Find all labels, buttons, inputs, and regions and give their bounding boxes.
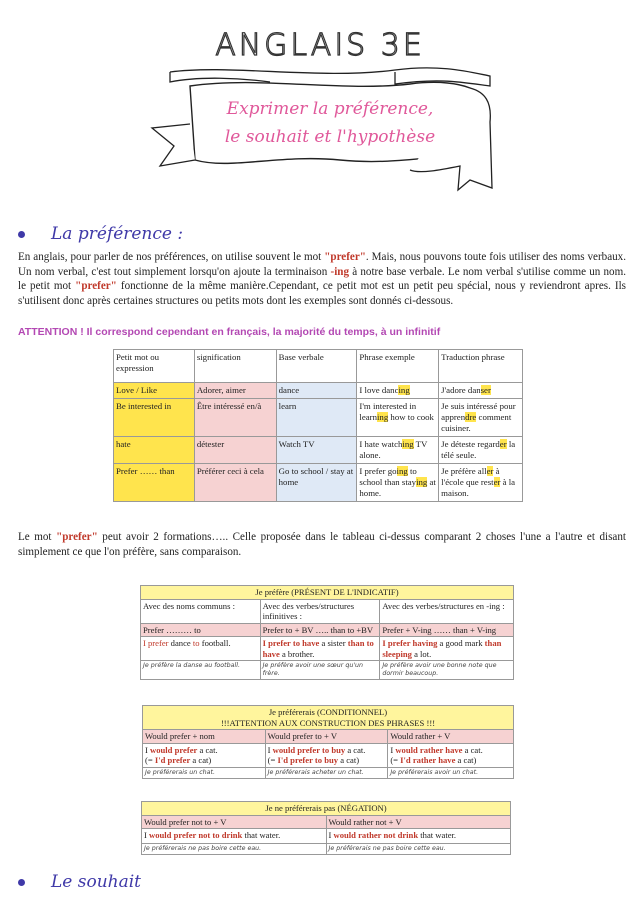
example-cell: I would rather have a cat. (= I'd rather have a cat)	[388, 743, 514, 767]
attention-note: ATTENTION ! Il correspond cependant en français, la majorité du temps, à un infinitif	[18, 326, 441, 338]
example-cell: I would prefer to buy a cat. (= I'd prefer to buy a cat)	[265, 743, 388, 767]
preference-table	[113, 349, 523, 502]
cell-example: I'm interested in learning how to cook	[357, 399, 439, 437]
table-title: Je préférerais (CONDITIONNEL) !!!ATTENTION AUX CONSTRUCTION DES PHRASES !!!	[143, 706, 514, 730]
table-header-row	[142, 802, 511, 816]
formations-paragraph: Le mot "prefer" peut avoir 2 formations….. Celle proposée dans le tableau ci-dessus comparant 2 choses l'une a l'autre et disant simplement ce que l'on préfère, sans comparaison.	[18, 531, 626, 558]
table-row	[114, 383, 523, 399]
translation-cell: Je préfère la danse au football.	[141, 661, 261, 680]
column-label: Avec des noms communs :	[141, 599, 261, 623]
table-row	[142, 844, 511, 855]
form-cell: Would prefer to + V	[265, 730, 388, 744]
cell-base: Watch TV	[276, 437, 357, 464]
title-ribbon	[140, 62, 495, 194]
table-row	[143, 730, 514, 744]
table-row	[142, 815, 511, 829]
header-cell: Traduction phrase	[439, 350, 523, 383]
cell-meaning: Préférer ceci à cela	[194, 464, 276, 502]
table-row	[141, 661, 514, 680]
table-row	[142, 829, 511, 844]
section-heading-preference: La préférence :	[18, 224, 183, 244]
translation-cell: Je préférerais avoir un chat.	[388, 767, 514, 778]
conditional-table	[142, 705, 514, 779]
form-cell: Prefer to + BV ….. than to +BV	[260, 623, 380, 637]
form-cell: Would prefer + nom	[143, 730, 266, 744]
cell-base: Go to school / stay at home	[276, 464, 357, 502]
table-row	[143, 767, 514, 778]
table-title: Je préfère (PRÉSENT DE L'INDICATIF)	[141, 586, 514, 600]
translation-cell: Je préférerais acheter un chat.	[265, 767, 388, 778]
cell-meaning: détester	[194, 437, 276, 464]
cell-translation: Je déteste regarder la télé seule.	[439, 437, 523, 464]
header-cell: Base verbale	[276, 350, 357, 383]
section-heading-souhait: Le souhait	[18, 872, 141, 892]
translation-cell: Je préférerais un chat.	[143, 767, 266, 778]
table-row	[141, 623, 514, 637]
cell-expression: Prefer …… than	[114, 464, 195, 502]
table-row	[141, 599, 514, 623]
cell-base: learn	[276, 399, 357, 437]
negation-table	[141, 801, 511, 855]
cell-example: I hate watching TV alone.	[357, 437, 439, 464]
cell-expression: hate	[114, 437, 195, 464]
table-title: Je ne préférerais pas (NÉGATION)	[142, 802, 511, 816]
form-cell: Would prefer not to + V	[142, 815, 327, 829]
cell-example: I prefer going to school than staying at home.	[357, 464, 439, 502]
intro-paragraph: En anglais, pour parler de nos préférences, on utilise souvent le mot "prefer". Mais, nous pouvons toute fois utiliser des noms verbaux. Un nom verbal, c'est tout simplement lorsqu'on ajoute la terminaison -ing à notre base verbale. Le nom verbal s'utilise comme un nom. le petit mot "prefer" fonctionne de la même manière.Cependant, ce petit mot est un petit peu spécial, nous y reviendront apres. Ils s'utilisent donc après certaines structures ou petits mots dont les exemples sont donnés ci-dessous.	[18, 251, 627, 307]
ribbon-line-1: Exprimer la préférence,	[226, 99, 434, 119]
cell-base: dance	[276, 383, 357, 399]
header-cell: Petit mot ou expression	[114, 350, 195, 383]
translation-cell: Je préfère avoir une bonne note que dormir beaucoup.	[380, 661, 514, 680]
translation-cell: Je préfère avoir une sœur qu'un frère.	[260, 661, 380, 680]
cell-expression: Be interested in	[114, 399, 195, 437]
cell-translation: Je suis intéressé pour apprendre comment cuisiner.	[439, 399, 523, 437]
table-row	[143, 743, 514, 767]
example-cell: I would rather not drink that water.	[326, 829, 511, 844]
form-cell: Prefer ……… to	[141, 623, 261, 637]
header-cell: signification	[194, 350, 276, 383]
cell-example: I love dancing	[357, 383, 439, 399]
translation-cell: Je préférerais ne pas boire cette eau.	[326, 844, 511, 855]
table-header-row	[114, 350, 523, 383]
table-row	[141, 637, 514, 661]
column-label: Avec des verbes/structures en -ing :	[380, 599, 514, 623]
form-cell: Would rather + V	[388, 730, 514, 744]
translation-cell: Je préférerais ne pas boire cette eau.	[142, 844, 327, 855]
bullet-icon	[18, 231, 25, 238]
example-cell: I would prefer a cat. (= I'd prefer a cat)	[143, 743, 266, 767]
table-row	[114, 437, 523, 464]
cell-expression: Love / Like	[114, 383, 195, 399]
column-label: Avec des verbes/structures infinitives :	[260, 599, 380, 623]
header-cell: Phrase exemple	[357, 350, 439, 383]
cell-meaning: Adorer, aimer	[194, 383, 276, 399]
cell-meaning: Être intéressé en/à	[194, 399, 276, 437]
present-table	[140, 585, 514, 680]
example-cell: I prefer having a good mark than sleeping a lot.	[380, 637, 514, 661]
ribbon-line-2: le souhait et l'hypothèse	[224, 127, 436, 147]
form-cell: Prefer + V-ing …… than + V-ing	[380, 623, 514, 637]
bullet-icon	[18, 879, 25, 886]
table-header-row	[141, 586, 514, 600]
example-cell: I would prefer not to drink that water.	[142, 829, 327, 844]
example-cell: I prefer dance to football.	[141, 637, 261, 661]
cell-translation: J'adore danser	[439, 383, 523, 399]
table-header-row	[143, 706, 514, 730]
cell-translation: Je préfère aller à l'école que rester à la maison.	[439, 464, 523, 502]
table-row	[114, 399, 523, 437]
example-cell: I prefer to have a sister than to have a brother.	[260, 637, 380, 661]
form-cell: Would rather not + V	[326, 815, 511, 829]
page-title: ANGLAIS 3E	[215, 28, 425, 63]
table-row	[114, 464, 523, 502]
